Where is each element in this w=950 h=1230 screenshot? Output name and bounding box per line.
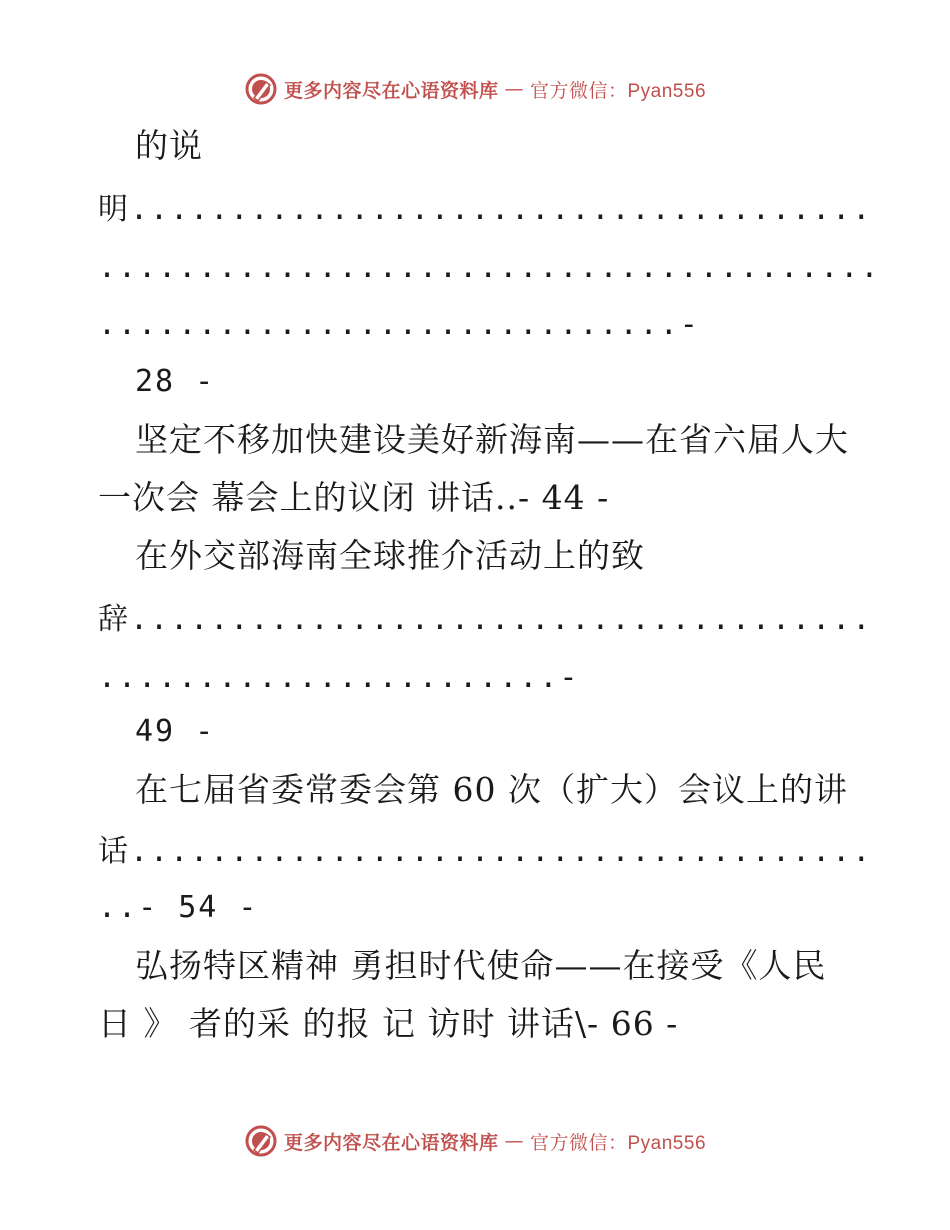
toc-line: 明..................................... [98,192,873,227]
toc-line: ..- 54 - [98,890,259,925]
footer-watermark [0,1124,950,1158]
watermark-wechat-text: 官方微信：Pyan556 [530,80,707,102]
toc-entry-title: 在外交部海南全球推介活动上的致 [135,536,645,575]
pen-logo-icon [244,72,278,106]
toc-line: 日 》 者的采 的报 记 访时 讲话\- 66 - [98,1004,679,1043]
toc-line: 一次会 幕会上的议闭 讲话..- 44 - [98,478,610,517]
toc-entry-title: 在七届省委常委会第 60 次（扩大）会议上的讲 [135,770,848,809]
watermark-wechat-text: 官方微信：Pyan556 [530,1132,707,1154]
toc-line: .............................- [98,307,700,342]
toc-line: 的说 [135,126,203,165]
toc-line: .......................- [98,660,580,695]
watermark-separator: — [504,1130,524,1152]
watermark-separator: — [504,78,524,100]
toc-page-number: 28 - [135,364,216,399]
toc-entry-title: 弘扬特区精神 勇担时代使命——在接受《人民 [135,946,827,985]
pen-logo-icon [244,1124,278,1158]
toc-page-number: 49 - [135,714,216,749]
toc-line: 辞..................................... [98,602,873,637]
toc-line: ....................................... [98,250,881,285]
watermark-site-text: 更多内容尽在心语资料库 [283,79,499,102]
toc-line: 话..................................... [98,834,873,869]
watermark-site-text: 更多内容尽在心语资料库 [283,1131,499,1154]
toc-entry-title: 坚定不移加快建设美好新海南——在省六届人大 [135,420,849,459]
header-watermark [0,72,950,106]
